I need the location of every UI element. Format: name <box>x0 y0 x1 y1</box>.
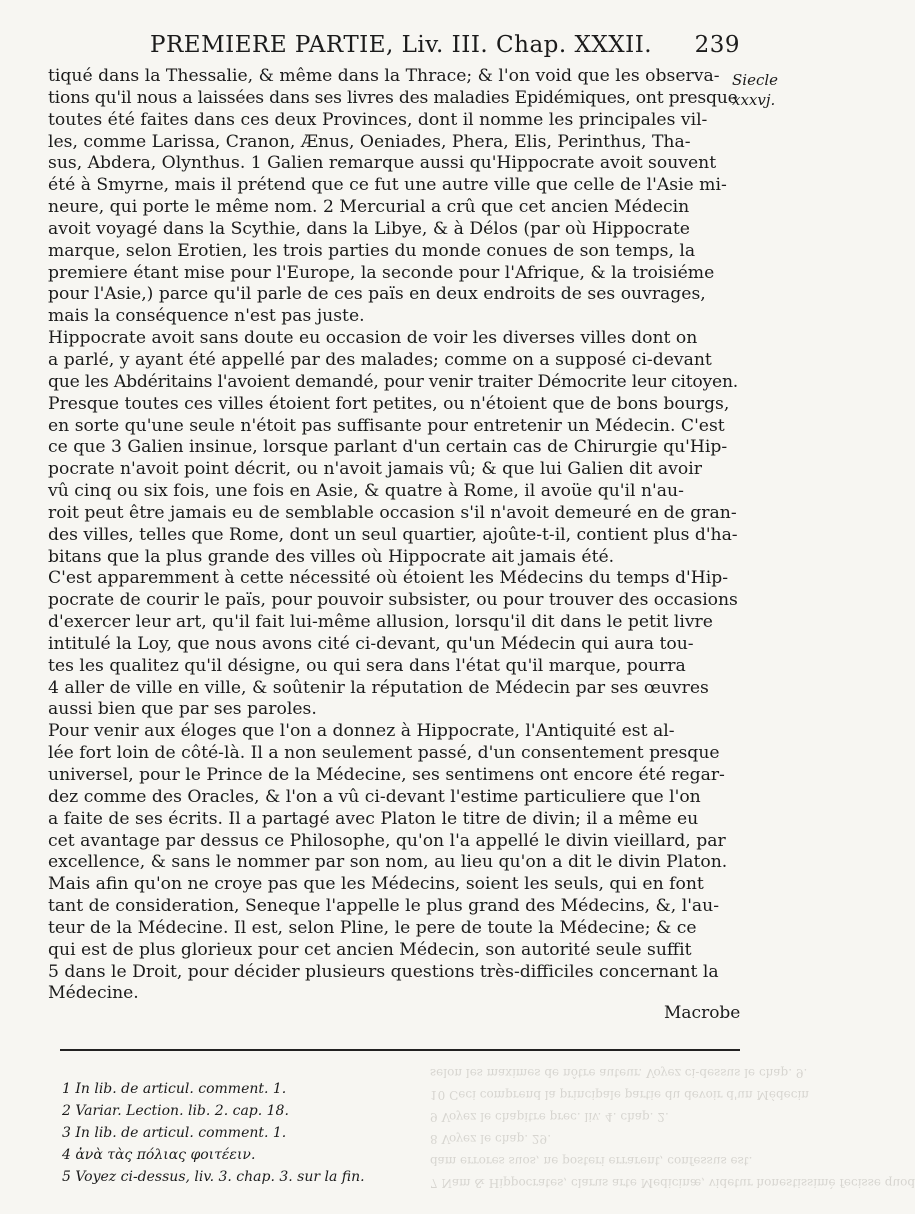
body-line: mais la conséquence n'est pas juste. <box>48 306 365 327</box>
bleed-through-line: 7 Nam & Hippocrates, clarus arte Medicinæ, videtur honestissimè fecisse quod <box>430 1176 915 1190</box>
footnotes <box>62 1078 422 1188</box>
body-line: d'exercer leur art, qu'il fait lui-même allusion, lorsqu'il dit dans le petit livre <box>48 612 713 633</box>
body-line: C'est apparemment à cette nécessité où étoient les Médecins du temps d'Hip- <box>48 568 729 589</box>
body-line: teur de la Médecine. Il est, selon Pline, le pere de toute la Médecine; & ce <box>48 917 697 938</box>
body-line: a faite de ses écrits. Il a partagé avec Platon le titre de divin; il a même eu <box>48 808 699 829</box>
body-line: pocrate n'avoit point décrit, ou n'avoit jamais vû; & que lui Galien dit avoir <box>48 459 702 480</box>
footnote: 3 In lib. de articul. comment. 1. <box>62 1125 287 1141</box>
margin-note-line: Siecle <box>732 71 779 89</box>
body-line: tions qu'il nous a laissées dans ses livres des maladies Epidémiques, ont presque <box>48 87 738 108</box>
body-line: universel, pour le Prince de la Médecine, ses sentimens ont encore été regar- <box>48 765 725 785</box>
body-line: excellence, & sans le nommer par son nom, au lieu qu'on a dit le divin Platon. <box>48 852 728 873</box>
body-line: intitulé la Loy, que nous avons cité ci-devant, qu'un Médecin qui aura tou- <box>48 633 694 654</box>
bleed-through-text <box>430 1062 915 1194</box>
body-line: toutes été faites dans ces deux Provinces, dont il nomme les principales vil- <box>48 109 708 130</box>
body-text <box>48 66 738 1005</box>
footnote: 4 ἀνὰ τὰς πόλιας φοιτέειν. <box>62 1147 256 1163</box>
body-line: neure, qui porte le même nom. 2 Mercurial a crû que cet ancien Médecin <box>48 197 690 218</box>
body-line: aussi bien que par ses paroles. <box>48 699 317 720</box>
body-line: vû cinq ou six fois, une fois en Asie, & quatre à Rome, il avoüe qu'il n'au- <box>48 481 684 502</box>
page-number: 239 <box>694 32 740 58</box>
body-line: Médecine. <box>48 983 139 1004</box>
running-title: PREMIERE PARTIE, Liv. III. Chap. XXXII. <box>150 32 653 58</box>
body-line: pour l'Asie,) parce qu'il parle de ces païs en deux endroits de ses ouvrages, <box>48 284 706 305</box>
body-line: dez comme des Oracles, & l'on a vû ci-devant l'estime particuliere que l'on <box>48 786 701 807</box>
bleed-through-line: 8 Voyez le chap. 29. <box>430 1132 552 1146</box>
margin-note-line: xxxvj. <box>732 91 776 109</box>
running-header <box>150 32 740 62</box>
body-line: été à Smyrne, mais il prétend que ce fut une autre ville que celle de l'Asie mi- <box>48 175 727 196</box>
margin-note-century <box>732 70 796 110</box>
bleed-through-line: dam errores suos, ne posteri errarent, confessus est. <box>430 1154 753 1168</box>
body-line: premiere étant mise pour l'Europe, la seconde pour l'Afrique, & la troisiéme <box>48 262 715 283</box>
body-line: avoit voyagé dans la Scythie, dans la Libye, & à Délos (par où Hippocrate <box>48 218 690 239</box>
body-line: Hippocrate avoit sans doute eu occasion de voir les diverses villes dont on <box>48 328 698 349</box>
body-line: cet avantage par dessus ce Philosophe, qu'on l'a appellé le divin vieillard, par <box>48 830 726 851</box>
body-line: Pour venir aux éloges que l'on a donnez à Hippocrate, l'Antiquité est al- <box>48 721 675 742</box>
body-line: en sorte qu'une seule n'étoit pas suffisante pour entretenir un Médecin. C'est <box>48 415 725 436</box>
body-line: les, comme Larissa, Cranon, Ænus, Oeniades, Phera, Elis, Perinthus, Tha- <box>48 131 691 152</box>
bleed-through-line: 10 Ceci comprend la principale partie du devoir d'un Médecin <box>430 1088 810 1102</box>
body-line: tiqué dans la Thessalie, & même dans la Thrace; & l'on void que les observa- <box>48 66 720 86</box>
footnote: 1 In lib. de articul. comment. 1. <box>62 1081 287 1097</box>
footnote: 2 Variar. Lection. lib. 2. cap. 18. <box>62 1103 289 1119</box>
bleed-through-line: 9 Voyez le chapitre prec. liv. 4. chap. 2. <box>430 1110 669 1124</box>
body-line: 5 dans le Droit, pour décider plusieurs questions très-difficiles concernant la <box>48 961 719 982</box>
body-line: lée fort loin de côté-là. Il a non seulement passé, d'un consentement presque <box>48 743 720 764</box>
bleed-through-line: selon les maximes de nôtre auteur. Voyez ci-dessus le chap. 9. <box>430 1066 808 1080</box>
body-line: bitans que la plus grande des villes où Hippocrate ait jamais été. <box>48 546 615 567</box>
body-line: 4 aller de ville en ville, & soûtenir la réputation de Médecin par ses œuvres <box>48 677 709 698</box>
body-line: tant de consideration, Seneque l'appelle le plus grand des Médecins, &, l'au- <box>48 896 720 917</box>
body-line: marque, selon Erotien, les trois parties du monde conues de son temps, la <box>48 240 696 261</box>
body-line: que les Abdéritains l'avoient demandé, pour venir traiter Démocrite leur citoyen. <box>48 371 739 392</box>
body-line: Presque toutes ces villes étoient fort petites, ou n'étoient que de bons bourgs, <box>48 393 730 414</box>
body-line: des villes, telles que Rome, dont un seul quartier, ajoûte-t-il, contient plus d'ha- <box>48 524 738 545</box>
catchword: Macrobe <box>664 1003 741 1023</box>
footnote-rule <box>60 1049 740 1051</box>
body-line: Mais afin qu'on ne croye pas que les Médecins, soient les seuls, qui en font <box>48 874 704 895</box>
body-line: ce que 3 Galien insinue, lorsque parlant d'un certain cas de Chirurgie qu'Hip- <box>48 437 728 458</box>
body-line: pocrate de courir le païs, pour pouvoir subsister, ou pour trouver des occasions <box>48 590 738 611</box>
body-line: tes les qualitez qu'il désigne, ou qui sera dans l'état qu'il marque, pourra <box>48 655 686 676</box>
body-line: sus, Abdera, Olynthus. 1 Galien remarque aussi qu'Hippocrate avoit souvent <box>48 153 717 174</box>
body-line: a parlé, y ayant été appellé par des malades; comme on a supposé ci-devant <box>48 349 712 370</box>
footnote: 5 Voyez ci-dessus, liv. 3. chap. 3. sur la fin. <box>62 1169 365 1185</box>
body-line: roit peut être jamais eu de semblable occasion s'il n'avoit demeuré en de gran- <box>48 502 737 523</box>
body-line: qui est de plus glorieux pour cet ancien Médecin, son autorité seule suffit <box>48 939 692 960</box>
